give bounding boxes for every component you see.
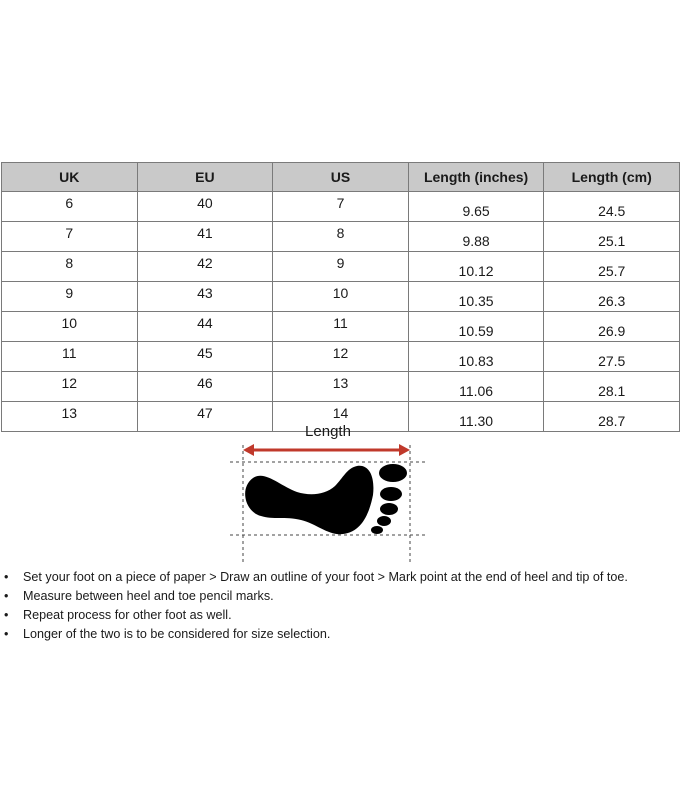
cell-uk: 12 (2, 372, 138, 402)
cell-uk: 7 (2, 222, 138, 252)
instruction-item: • Set your foot on a piece of paper > Draw an outline of your foot > Mark point at the end of heel and tip of toe. (0, 568, 628, 587)
cell-length-inches: 9.65 (408, 192, 544, 222)
cell-uk: 10 (2, 312, 138, 342)
cell-length-cm: 28.1 (544, 372, 680, 402)
instruction-item: • Repeat process for other foot as well. (0, 606, 628, 625)
header-length-inches: Length (inches) (408, 163, 544, 192)
cell-eu: 44 (137, 312, 273, 342)
table-row (2, 222, 680, 252)
cell-length-cm: 26.9 (544, 312, 680, 342)
length-arrow (243, 444, 410, 456)
cell-uk: 9 (2, 282, 138, 312)
cell-length-cm: 26.3 (544, 282, 680, 312)
cell-eu: 40 (137, 192, 273, 222)
header-us: US (273, 163, 409, 192)
cell-eu: 47 (137, 402, 273, 432)
cell-us: 14 (273, 402, 409, 432)
cell-us: 11 (273, 312, 409, 342)
cell-length-inches: 10.12 (408, 252, 544, 282)
cell-uk: 6 (2, 192, 138, 222)
cell-length-inches: 11.30 (408, 402, 544, 432)
cell-length-cm: 27.5 (544, 342, 680, 372)
header-uk: UK (2, 163, 138, 192)
cell-length-inches: 9.88 (408, 222, 544, 252)
header-length-cm: Length (cm) (544, 163, 680, 192)
cell-eu: 43 (137, 282, 273, 312)
cell-length-cm: 25.1 (544, 222, 680, 252)
table-row (2, 342, 680, 372)
table-row (2, 372, 680, 402)
table-row (2, 312, 680, 342)
table-row (2, 282, 680, 312)
cell-uk: 11 (2, 342, 138, 372)
instructions-list (0, 568, 628, 644)
cell-eu: 42 (137, 252, 273, 282)
cell-uk: 8 (2, 252, 138, 282)
cell-length-inches: 10.83 (408, 342, 544, 372)
instruction-item: • Longer of the two is to be considered for size selection. (0, 625, 628, 644)
cell-us: 12 (273, 342, 409, 372)
footprint-icon (245, 464, 407, 534)
cell-eu: 45 (137, 342, 273, 372)
cell-length-inches: 10.59 (408, 312, 544, 342)
cell-length-cm: 28.7 (544, 402, 680, 432)
cell-us: 7 (273, 192, 409, 222)
cell-length-cm: 25.7 (544, 252, 680, 282)
cell-length-cm: 24.5 (544, 192, 680, 222)
cell-us: 8 (273, 222, 409, 252)
table-row (2, 192, 680, 222)
table-body (2, 192, 680, 432)
header-eu: EU (137, 163, 273, 192)
size-chart-table (1, 162, 680, 432)
cell-uk: 13 (2, 402, 138, 432)
table-row (2, 252, 680, 282)
cell-eu: 41 (137, 222, 273, 252)
cell-length-inches: 11.06 (408, 372, 544, 402)
diagram-title: Length (305, 423, 351, 440)
cell-eu: 46 (137, 372, 273, 402)
cell-length-inches: 10.35 (408, 282, 544, 312)
cell-us: 13 (273, 372, 409, 402)
table-header-row (2, 163, 680, 192)
cell-us: 9 (273, 252, 409, 282)
instruction-item: • Measure between heel and toe pencil marks. (0, 587, 628, 606)
foot-measurement-diagram (225, 440, 435, 565)
cell-us: 10 (273, 282, 409, 312)
